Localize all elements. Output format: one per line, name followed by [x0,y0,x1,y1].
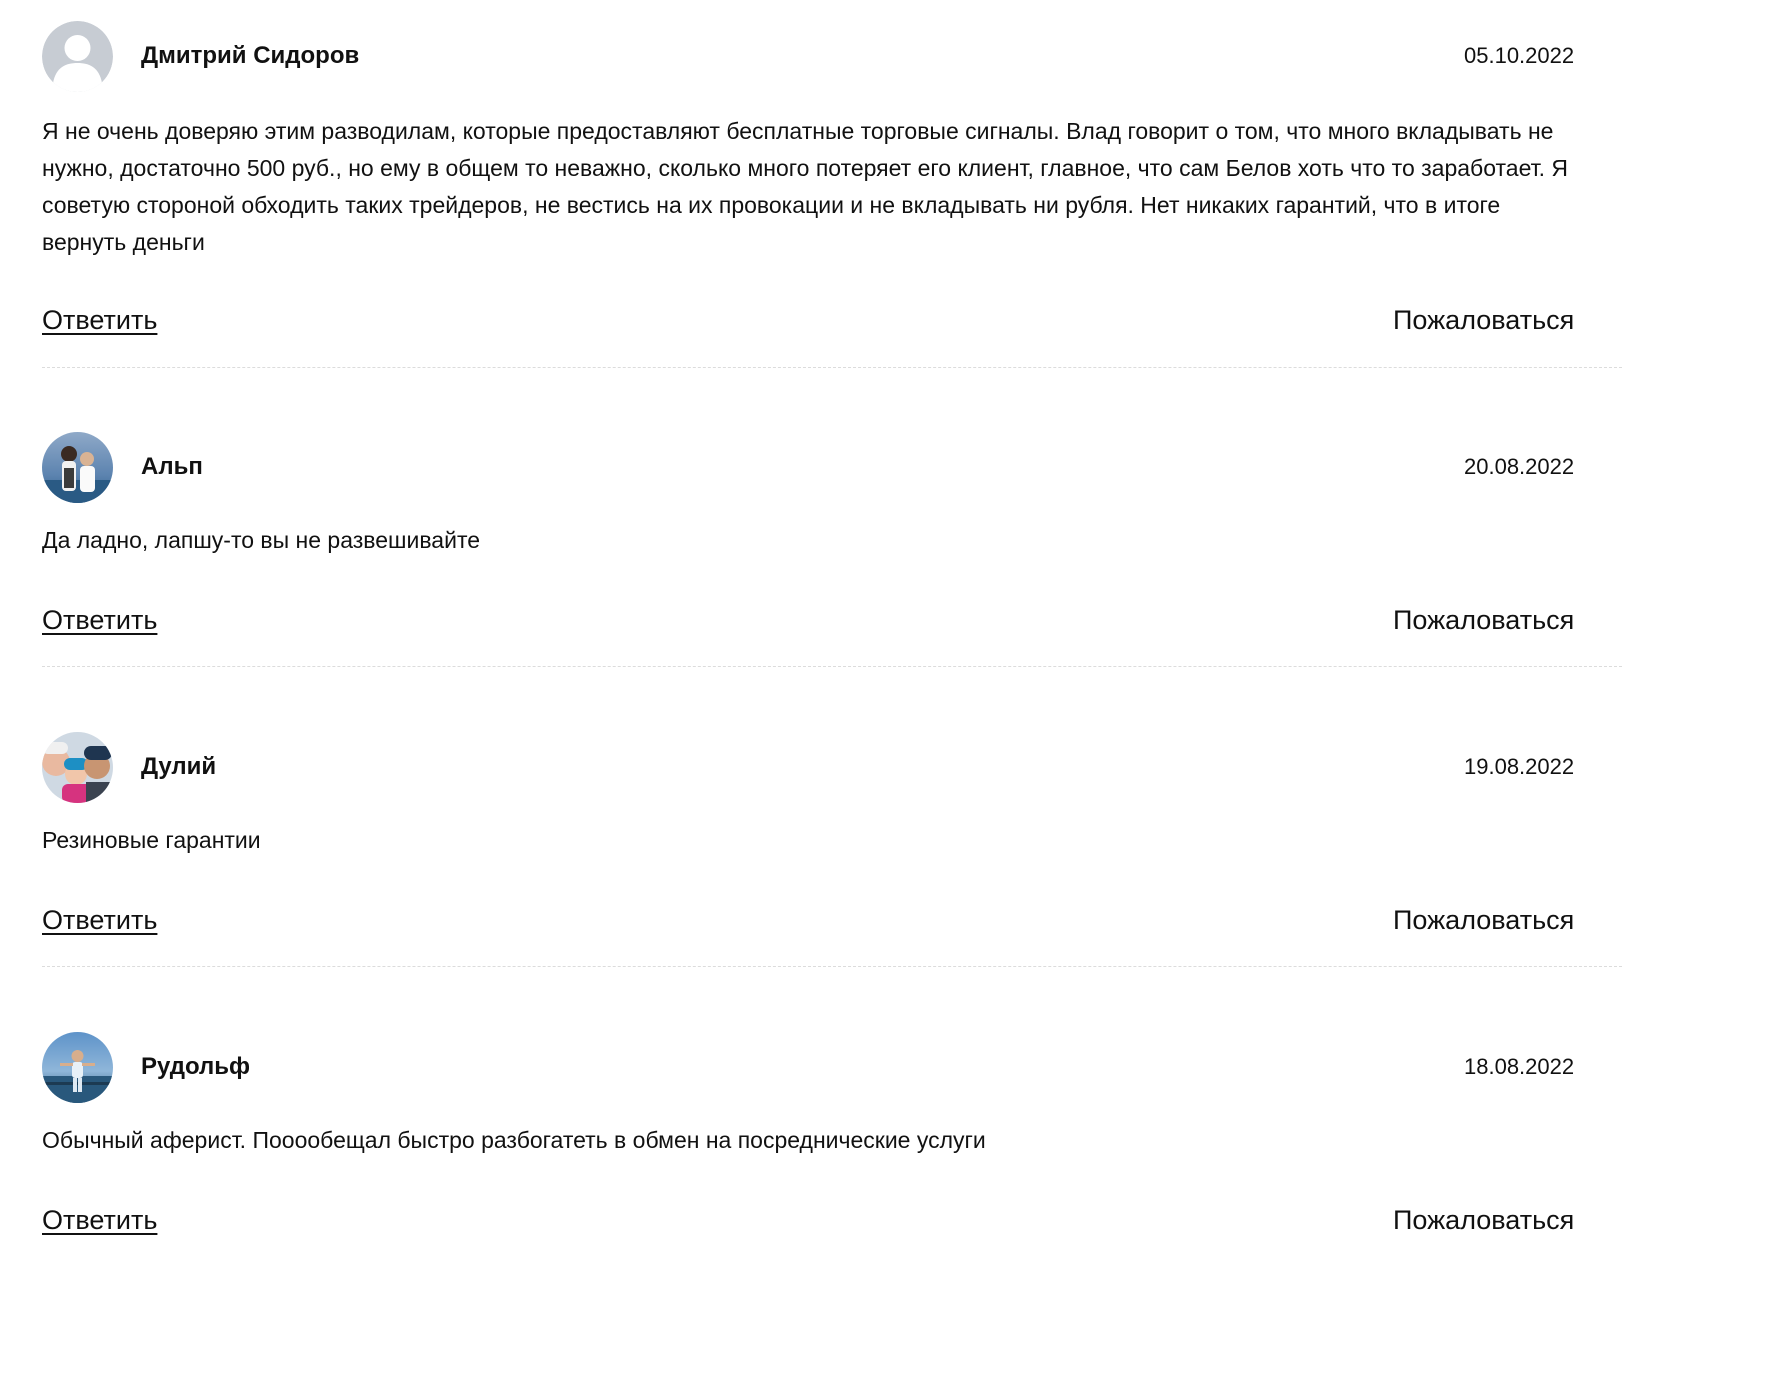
reply-link[interactable]: Ответить [42,605,158,635]
comment-text: Резиновые гарантии [42,827,261,853]
comment-text: Я не очень доверяю этим разводилам, которые предоставляют бесплатные торговые сигналы. Влад говорит о том, что много вкладывать не нужно, достаточно 500 руб., но ему в общем то неважно, сколько много потеряет его клиент, главное, что сам Белов хоть что то заработает. Я советую стороной обходить таких трейдеров, не вестись на их провокации и не вкладывать ни рубля. Нет никаких гарантий, что в итоге вернуть деньги [42,118,1568,255]
report-link[interactable]: Пожаловаться [1393,905,1575,935]
comment-item [42,1032,1622,1266]
comment-date: 20.08.2022 [1464,454,1575,479]
comment-author: Дулий [141,753,217,780]
comment-actions [42,305,1622,345]
user-photo-avatar [42,432,113,503]
comment-header [42,1032,1622,1102]
comment-author: Альп [141,453,203,480]
comment-actions [42,905,1622,945]
user-photo-avatar [42,732,113,803]
comment-item [42,432,1622,667]
comment-header [42,21,1622,91]
default-avatar-icon [42,21,113,92]
comment-date: 18.08.2022 [1464,1054,1575,1079]
comment-date: 19.08.2022 [1464,754,1575,779]
reply-link[interactable]: Ответить [42,905,158,935]
comment-date: 05.10.2022 [1464,43,1575,68]
comment-header [42,732,1622,802]
reply-link[interactable]: Ответить [42,305,158,335]
report-link[interactable]: Пожаловаться [1393,605,1575,635]
comment-actions [42,605,1622,645]
comment-text: Да ладно, лапшу-то вы не развешивайте [42,527,481,553]
comment-author: Дмитрий Сидоров [141,42,360,69]
user-photo-avatar [42,1032,113,1103]
comment-header [42,432,1622,502]
report-link[interactable]: Пожаловаться [1393,305,1575,335]
comment-text: Обычный аферист. Пооообещал быстро разбогатеть в обмен на посреднические услуги [42,1127,986,1153]
reply-link[interactable]: Ответить [42,1205,158,1235]
comment-item [42,21,1622,368]
report-link[interactable]: Пожаловаться [1393,1205,1575,1235]
comment-item [42,732,1622,967]
comment-actions [42,1205,1622,1245]
comment-author: Рудольф [141,1053,251,1080]
